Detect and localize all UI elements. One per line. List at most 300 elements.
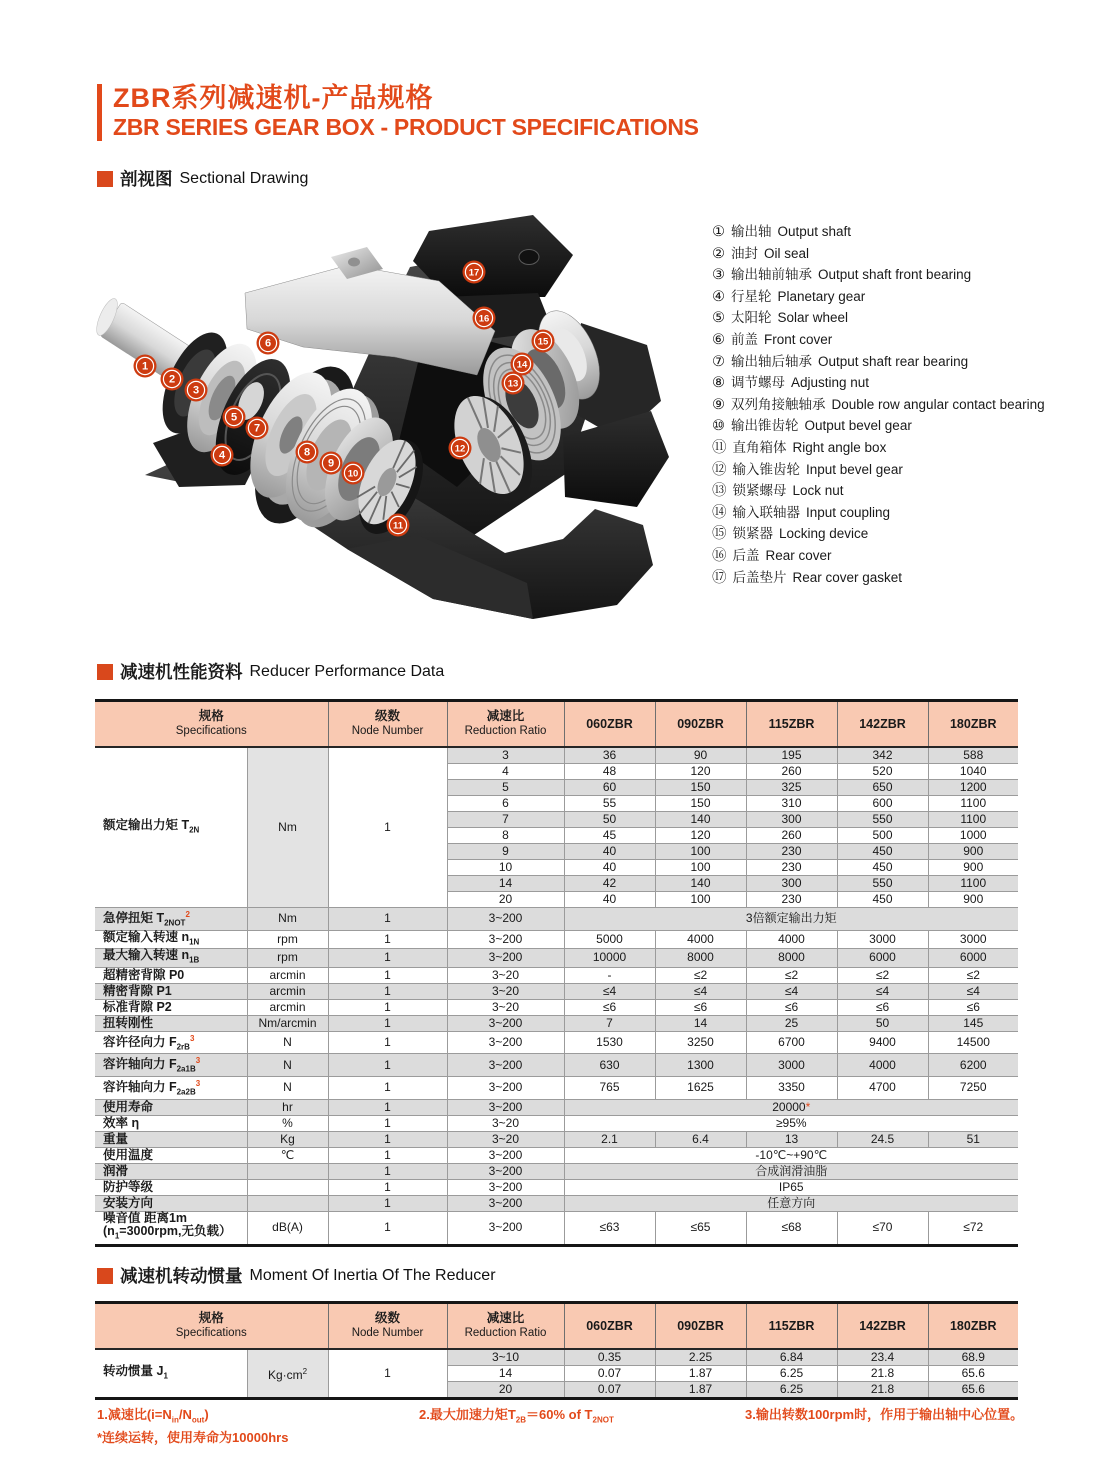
table-row	[95, 967, 1018, 983]
col-header-model: 142ZBR	[837, 701, 928, 748]
ratio-cell: 3~200	[447, 1163, 564, 1179]
value-cell: 300	[746, 812, 837, 828]
ratio-cell: 3~200	[447, 1147, 564, 1163]
value-cell: ≤2	[837, 967, 928, 983]
part-name-en: Output shaft rear bearing	[818, 353, 969, 369]
value-cell: 650	[837, 780, 928, 796]
node-cell: 1	[328, 967, 447, 983]
part-number: ⑯	[712, 547, 727, 564]
node-cell: 1	[328, 983, 447, 999]
value-cell: ≤4	[564, 983, 655, 999]
value-cell: 4700	[837, 1076, 928, 1099]
value-cell: ≤4	[746, 983, 837, 999]
part-name-cn: 输入锥齿轮	[732, 461, 800, 477]
value-cell: ≤4	[837, 983, 928, 999]
value-cell: ≤6	[564, 999, 655, 1015]
value-cell: -	[564, 967, 655, 983]
page-title-en: ZBR SERIES GEAR BOX - PRODUCT SPECIFICATIONS	[113, 114, 699, 141]
value-cell: 450	[837, 892, 928, 908]
ratio-cell: 3~200	[447, 908, 564, 931]
callout-badge-8	[296, 441, 319, 464]
value-cell: 50	[837, 1015, 928, 1031]
ratio-cell: 14	[447, 876, 564, 892]
parts-list	[712, 221, 1045, 588]
table-row	[95, 1349, 1018, 1366]
part-number: ④	[712, 288, 725, 305]
inertia-table	[95, 1301, 1018, 1400]
part-name-cn: 输出轴前轴承	[731, 267, 812, 283]
svg-text:2: 2	[168, 373, 176, 386]
part-item	[712, 480, 1045, 502]
part-number: ⑥	[712, 331, 725, 348]
part-item	[712, 243, 1045, 265]
value-cell: 50	[564, 812, 655, 828]
value-cell: 10000	[564, 949, 655, 968]
ratio-cell: 3~200	[447, 1195, 564, 1211]
page-title-cn: ZBR系列减速机-产品规格	[113, 83, 434, 113]
part-name-en: Lock nut	[792, 483, 844, 499]
value-cell: 1000	[928, 828, 1018, 844]
ratio-cell: 5	[447, 780, 564, 796]
table-row	[95, 747, 1018, 764]
part-name-cn: 后盖	[732, 547, 760, 563]
part-name-en: Oil seal	[764, 245, 810, 261]
part-item	[712, 394, 1045, 416]
ratio-cell: 10	[447, 860, 564, 876]
value-cell: 36	[564, 747, 655, 764]
part-name-en: Right angle box	[792, 439, 887, 455]
part-name-cn: 太阳轮	[731, 310, 772, 326]
ratio-cell: 7	[447, 812, 564, 828]
part-name-cn: 输出轴	[731, 224, 772, 239]
value-cell: 14	[655, 1015, 746, 1031]
callout-badge-2	[161, 368, 184, 391]
part-name-cn: 锁紧器	[732, 526, 773, 542]
value-cell: 550	[837, 876, 928, 892]
svg-text:10: 10	[347, 468, 359, 480]
part-number: ⑩	[712, 418, 725, 435]
footnote-1: 1.减速比$(i=N_{in}/N_{out})$	[97, 1407, 209, 1425]
unit-cell: $Kg\cdot cm^2$	[247, 1349, 328, 1399]
value-cell: 310	[746, 796, 837, 812]
unit-cell: Kg	[247, 1131, 328, 1147]
ratio-cell: 8	[447, 828, 564, 844]
unit-cell	[247, 1163, 328, 1179]
value-cell: ≤6	[928, 999, 1018, 1015]
value-cell: ≤65	[655, 1211, 746, 1245]
spec-label: 容许轴向力 $F_{2a1B}^3$	[95, 1054, 247, 1077]
value-cell: 150	[655, 796, 746, 812]
table-row	[95, 949, 1018, 968]
node-cell: 1	[328, 1131, 447, 1147]
value-cell: 1.87	[655, 1366, 746, 1382]
value-cell: 55	[564, 796, 655, 812]
value-cell: 145	[928, 1015, 1018, 1031]
callout-badge-7	[246, 417, 269, 440]
svg-text:6: 6	[264, 337, 272, 350]
unit-cell: N	[247, 1054, 328, 1077]
node-cell: 1	[328, 930, 447, 949]
value-cell: 140	[655, 876, 746, 892]
part-name-cn: 行星轮	[731, 288, 772, 304]
unit-cell: hr	[247, 1099, 328, 1115]
callout-badge-6	[257, 332, 280, 355]
part-item	[712, 415, 1045, 437]
node-cell: 1	[328, 1179, 447, 1195]
value-cell: ≤68	[746, 1211, 837, 1245]
col-header-model: 142ZBR	[837, 1303, 928, 1350]
ratio-cell: 3~20	[447, 999, 564, 1015]
table-row	[95, 908, 1018, 931]
callout-badge-15	[532, 330, 555, 353]
col-header-ratio: 减速比 Reduction Ratio	[447, 701, 564, 748]
value-cell: 6.25	[746, 1366, 837, 1382]
value-cell: 45	[564, 828, 655, 844]
value-cell: 60	[564, 780, 655, 796]
value-cell: 0.35	[564, 1349, 655, 1366]
svg-text:12: 12	[454, 443, 466, 455]
value-cell: 765	[564, 1076, 655, 1099]
value-cell: 6000	[928, 949, 1018, 968]
part-name-en: Double row angular contact bearing	[831, 396, 1045, 412]
value-cell: 3350	[746, 1076, 837, 1099]
table-row	[95, 930, 1018, 949]
node-cell: 1	[328, 1147, 447, 1163]
value-cell: 42	[564, 876, 655, 892]
spec-label: 额定输入转速 $n_{1N}$	[95, 930, 247, 949]
svg-text:5: 5	[230, 411, 238, 424]
value-cell: 300	[746, 876, 837, 892]
header-row	[95, 1303, 1018, 1350]
value-cell: 7	[564, 1015, 655, 1031]
node-cell: 1	[328, 1099, 447, 1115]
part-item	[712, 545, 1045, 567]
value-cell: ≤6	[837, 999, 928, 1015]
spec-label: 容许径向力 $F_{2rB}^3$	[95, 1031, 247, 1054]
value-cell: 325	[746, 780, 837, 796]
span-value-cell: 合成润滑油脂	[564, 1163, 1018, 1179]
col-header-ratio: 减速比 Reduction Ratio	[447, 1303, 564, 1350]
footnote-3: 3.输出转数100rpm时，作用于输出轴中心位置。	[745, 1407, 1024, 1422]
span-value-cell: -10℃~+90℃	[564, 1147, 1018, 1163]
part-name-cn: 锁紧螺母	[732, 483, 787, 499]
header-row	[95, 701, 1018, 748]
svg-text:14: 14	[516, 359, 528, 371]
node-cell: 1	[328, 999, 447, 1015]
spec-label: 噪音值 距离1m ($n_1=3000rpm$,无负载）	[95, 1211, 247, 1245]
value-cell: 6.84	[746, 1349, 837, 1366]
table-row	[95, 1131, 1018, 1147]
spec-label: 重量	[95, 1131, 247, 1147]
part-name-cn: 前盖	[731, 331, 758, 347]
spec-label: 使用温度	[95, 1147, 247, 1163]
node-cell: 1	[328, 1163, 447, 1179]
part-name-cn: 输出锥齿轮	[731, 418, 799, 434]
col-header-node: 级数 Node Number	[328, 701, 447, 748]
value-cell: 630	[564, 1054, 655, 1077]
section-title-cn: 减速机性能资料	[120, 662, 243, 682]
ratio-cell: 3~200	[447, 1099, 564, 1115]
span-value-cell: 任意方向	[564, 1195, 1018, 1211]
value-cell: 140	[655, 812, 746, 828]
part-number: ⑬	[712, 483, 727, 500]
ratio-cell: 3~20	[447, 983, 564, 999]
part-number: ⑤	[712, 310, 725, 327]
value-cell: 4000	[837, 1054, 928, 1077]
part-name-cn: 输出轴后轴承	[731, 353, 812, 369]
ratio-cell: 4	[447, 764, 564, 780]
part-item	[712, 502, 1045, 524]
part-item	[712, 523, 1045, 545]
value-cell: 48	[564, 764, 655, 780]
section-title-en: Sectional Drawing	[179, 169, 309, 187]
callout-badge-11	[387, 514, 410, 537]
unit-cell	[247, 1195, 328, 1211]
value-cell: ≤6	[655, 999, 746, 1015]
value-cell: 1.87	[655, 1382, 746, 1399]
value-cell: 230	[746, 860, 837, 876]
part-item	[712, 351, 1045, 373]
spec-label: 转动惯量 $J_1$	[95, 1349, 247, 1399]
value-cell: 6.4	[655, 1131, 746, 1147]
unit-cell: N	[247, 1031, 328, 1054]
value-cell: 2.1	[564, 1131, 655, 1147]
value-cell: 21.8	[837, 1366, 928, 1382]
unit-cell: N	[247, 1076, 328, 1099]
col-header-model: 180ZBR	[928, 1303, 1018, 1350]
col-header-spec: 规格 Specifications	[95, 701, 328, 748]
table-row	[95, 1163, 1018, 1179]
ratio-cell: 6	[447, 796, 564, 812]
value-cell: 3000	[746, 1054, 837, 1077]
part-name-cn: 输入联轴器	[732, 504, 800, 520]
ratio-cell: 3~200	[447, 1015, 564, 1031]
span-value-cell: 3倍额定输出力矩	[564, 908, 1018, 931]
callout-badge-3	[185, 379, 208, 402]
callout-badge-4	[211, 444, 234, 467]
node-cell: 1	[328, 1349, 447, 1399]
value-cell: 5000	[564, 930, 655, 949]
node-cell: 1	[328, 1195, 447, 1211]
value-cell: 6.25	[746, 1382, 837, 1399]
node-cell: 1	[328, 949, 447, 968]
value-cell: 260	[746, 828, 837, 844]
part-item	[712, 372, 1045, 394]
part-name-cn: 后盖垫片	[732, 569, 787, 585]
value-cell: 40	[564, 860, 655, 876]
value-cell: ≤70	[837, 1211, 928, 1245]
part-item	[712, 307, 1045, 329]
section-title-cn: 减速机转动惯量	[120, 1266, 243, 1286]
unit-cell: arcmin	[247, 967, 328, 983]
unit-cell: Nm	[247, 908, 328, 931]
svg-text:1: 1	[141, 360, 149, 373]
section-bullet-icon	[97, 1268, 113, 1284]
node-cell: 1	[328, 1076, 447, 1099]
value-cell: 6700	[746, 1031, 837, 1054]
value-cell: 260	[746, 764, 837, 780]
unit-cell: arcmin	[247, 999, 328, 1015]
node-cell: 1	[328, 1031, 447, 1054]
spec-label: 急停扭矩 $T_{2NOT}^2$	[95, 908, 247, 931]
node-cell: 1	[328, 908, 447, 931]
value-cell: 1300	[655, 1054, 746, 1077]
svg-text:7: 7	[253, 422, 261, 435]
span-value-cell: ≥95%	[564, 1115, 1018, 1131]
svg-text:15: 15	[537, 336, 549, 348]
spec-label: 使用寿命	[95, 1099, 247, 1115]
footnote-2: 2.最大加速力矩$T_{2B}=60\%$ of $T_{2NOT}$	[419, 1407, 614, 1425]
value-cell: 230	[746, 892, 837, 908]
ratio-cell: 14	[447, 1366, 564, 1382]
table-row	[95, 1179, 1018, 1195]
unit-cell: %	[247, 1115, 328, 1131]
value-cell: 51	[928, 1131, 1018, 1147]
part-number: ①	[712, 224, 725, 240]
svg-text:4: 4	[218, 449, 226, 462]
unit-cell	[247, 1179, 328, 1195]
col-header-model: 060ZBR	[564, 701, 655, 748]
part-number: ②	[712, 245, 725, 262]
node-cell: 1	[328, 1211, 447, 1245]
table-row	[95, 983, 1018, 999]
ratio-cell: 9	[447, 844, 564, 860]
part-name-en: Front cover	[764, 331, 833, 347]
spec-label: 安装方向	[95, 1195, 247, 1211]
value-cell: 3250	[655, 1031, 746, 1054]
svg-text:9: 9	[327, 457, 335, 470]
part-number: ⑮	[712, 526, 727, 543]
ratio-cell: 20	[447, 1382, 564, 1399]
part-name-en: Output bevel gear	[804, 418, 912, 434]
value-cell: 25	[746, 1015, 837, 1031]
svg-text:11: 11	[392, 520, 404, 532]
section-title-en: Reducer Performance Data	[249, 662, 445, 680]
unit-cell: rpm	[247, 949, 328, 968]
span-value-cell: 20000*	[564, 1099, 1018, 1115]
value-cell: 195	[746, 747, 837, 764]
part-name-en: Rear cover	[765, 547, 832, 563]
value-cell: 4000	[655, 930, 746, 949]
table-row	[95, 1099, 1018, 1115]
ratio-cell: 3~200	[447, 930, 564, 949]
spec-label: 效率 η	[95, 1115, 247, 1131]
part-name-en: Input bevel gear	[806, 461, 903, 477]
page-title	[97, 84, 699, 141]
unit-cell: rpm	[247, 930, 328, 949]
value-cell: ≤2	[928, 967, 1018, 983]
part-number: ⑭	[712, 504, 727, 521]
value-cell: 450	[837, 860, 928, 876]
part-number: ⑫	[712, 461, 727, 478]
section-title-cn: 剖视图	[120, 169, 173, 189]
spec-label: 最大输入转速 $n_{1B}$	[95, 949, 247, 968]
part-item	[712, 459, 1045, 481]
part-name-en: Locking device	[779, 526, 869, 542]
value-cell: ≤2	[655, 967, 746, 983]
callout-badge-1	[134, 355, 157, 378]
value-cell: ≤4	[655, 983, 746, 999]
ratio-cell: 3~20	[447, 967, 564, 983]
ratio-cell: 3~200	[447, 1031, 564, 1054]
ratio-cell: 3~10	[447, 1349, 564, 1366]
table-row	[95, 1076, 1018, 1099]
value-cell: 120	[655, 828, 746, 844]
value-cell: 900	[928, 860, 1018, 876]
value-cell: 1040	[928, 764, 1018, 780]
value-cell: 3000	[837, 930, 928, 949]
col-header-model: 180ZBR	[928, 701, 1018, 748]
node-cell: 1	[328, 1015, 447, 1031]
callout-badge-12	[449, 437, 472, 460]
part-item	[712, 567, 1045, 589]
part-item	[712, 221, 1045, 243]
part-item	[712, 437, 1045, 459]
part-number: ③	[712, 267, 725, 284]
section-bullet-icon	[97, 171, 113, 187]
value-cell: 4000	[746, 930, 837, 949]
value-cell: 3000	[928, 930, 1018, 949]
table-row	[95, 1211, 1018, 1245]
callout-badge-10	[342, 462, 365, 485]
callout-badge-16	[473, 307, 496, 330]
value-cell: 8000	[655, 949, 746, 968]
value-cell: ≤2	[746, 967, 837, 983]
part-name-cn: 调节螺母	[731, 375, 785, 391]
value-cell: 6000	[837, 949, 928, 968]
value-cell: 900	[928, 844, 1018, 860]
ratio-cell: 3~20	[447, 1115, 564, 1131]
part-name-en: Adjusting nut	[791, 375, 870, 391]
unit-cell: ℃	[247, 1147, 328, 1163]
svg-text:3: 3	[192, 384, 200, 397]
ratio-cell: 3~200	[447, 1211, 564, 1245]
callout-badge-14	[511, 353, 534, 376]
table-row	[95, 1015, 1018, 1031]
value-cell: 1100	[928, 796, 1018, 812]
performance-table	[95, 699, 1018, 1247]
spec-label: 超精密背隙 P0	[95, 967, 247, 983]
value-cell: 342	[837, 747, 928, 764]
span-value-cell: IP65	[564, 1179, 1018, 1195]
part-name-en: Input coupling	[806, 504, 891, 520]
svg-text:8: 8	[303, 446, 311, 459]
ratio-cell: 3	[447, 747, 564, 764]
value-cell: 520	[837, 764, 928, 780]
value-cell: ≤72	[928, 1211, 1018, 1245]
unit-cell: dB(A)	[247, 1211, 328, 1245]
table-row	[95, 999, 1018, 1015]
part-number: ⑦	[712, 353, 725, 370]
svg-text:13: 13	[507, 378, 519, 390]
svg-text:17: 17	[468, 267, 480, 279]
value-cell: 8000	[746, 949, 837, 968]
ratio-cell: 3~200	[447, 1179, 564, 1195]
value-cell: 600	[837, 796, 928, 812]
value-cell: 100	[655, 844, 746, 860]
unit-cell: Nm/arcmin	[247, 1015, 328, 1031]
value-cell: 65.6	[928, 1366, 1018, 1382]
spec-label: 精密背隙 P1	[95, 983, 247, 999]
value-cell: 9400	[837, 1031, 928, 1054]
part-name-en: Output shaft	[777, 224, 852, 239]
value-cell: 2.25	[655, 1349, 746, 1366]
value-cell: 500	[837, 828, 928, 844]
value-cell: 1100	[928, 812, 1018, 828]
value-cell: 6200	[928, 1054, 1018, 1077]
col-header-model: 115ZBR	[746, 701, 837, 748]
value-cell: 65.6	[928, 1382, 1018, 1399]
